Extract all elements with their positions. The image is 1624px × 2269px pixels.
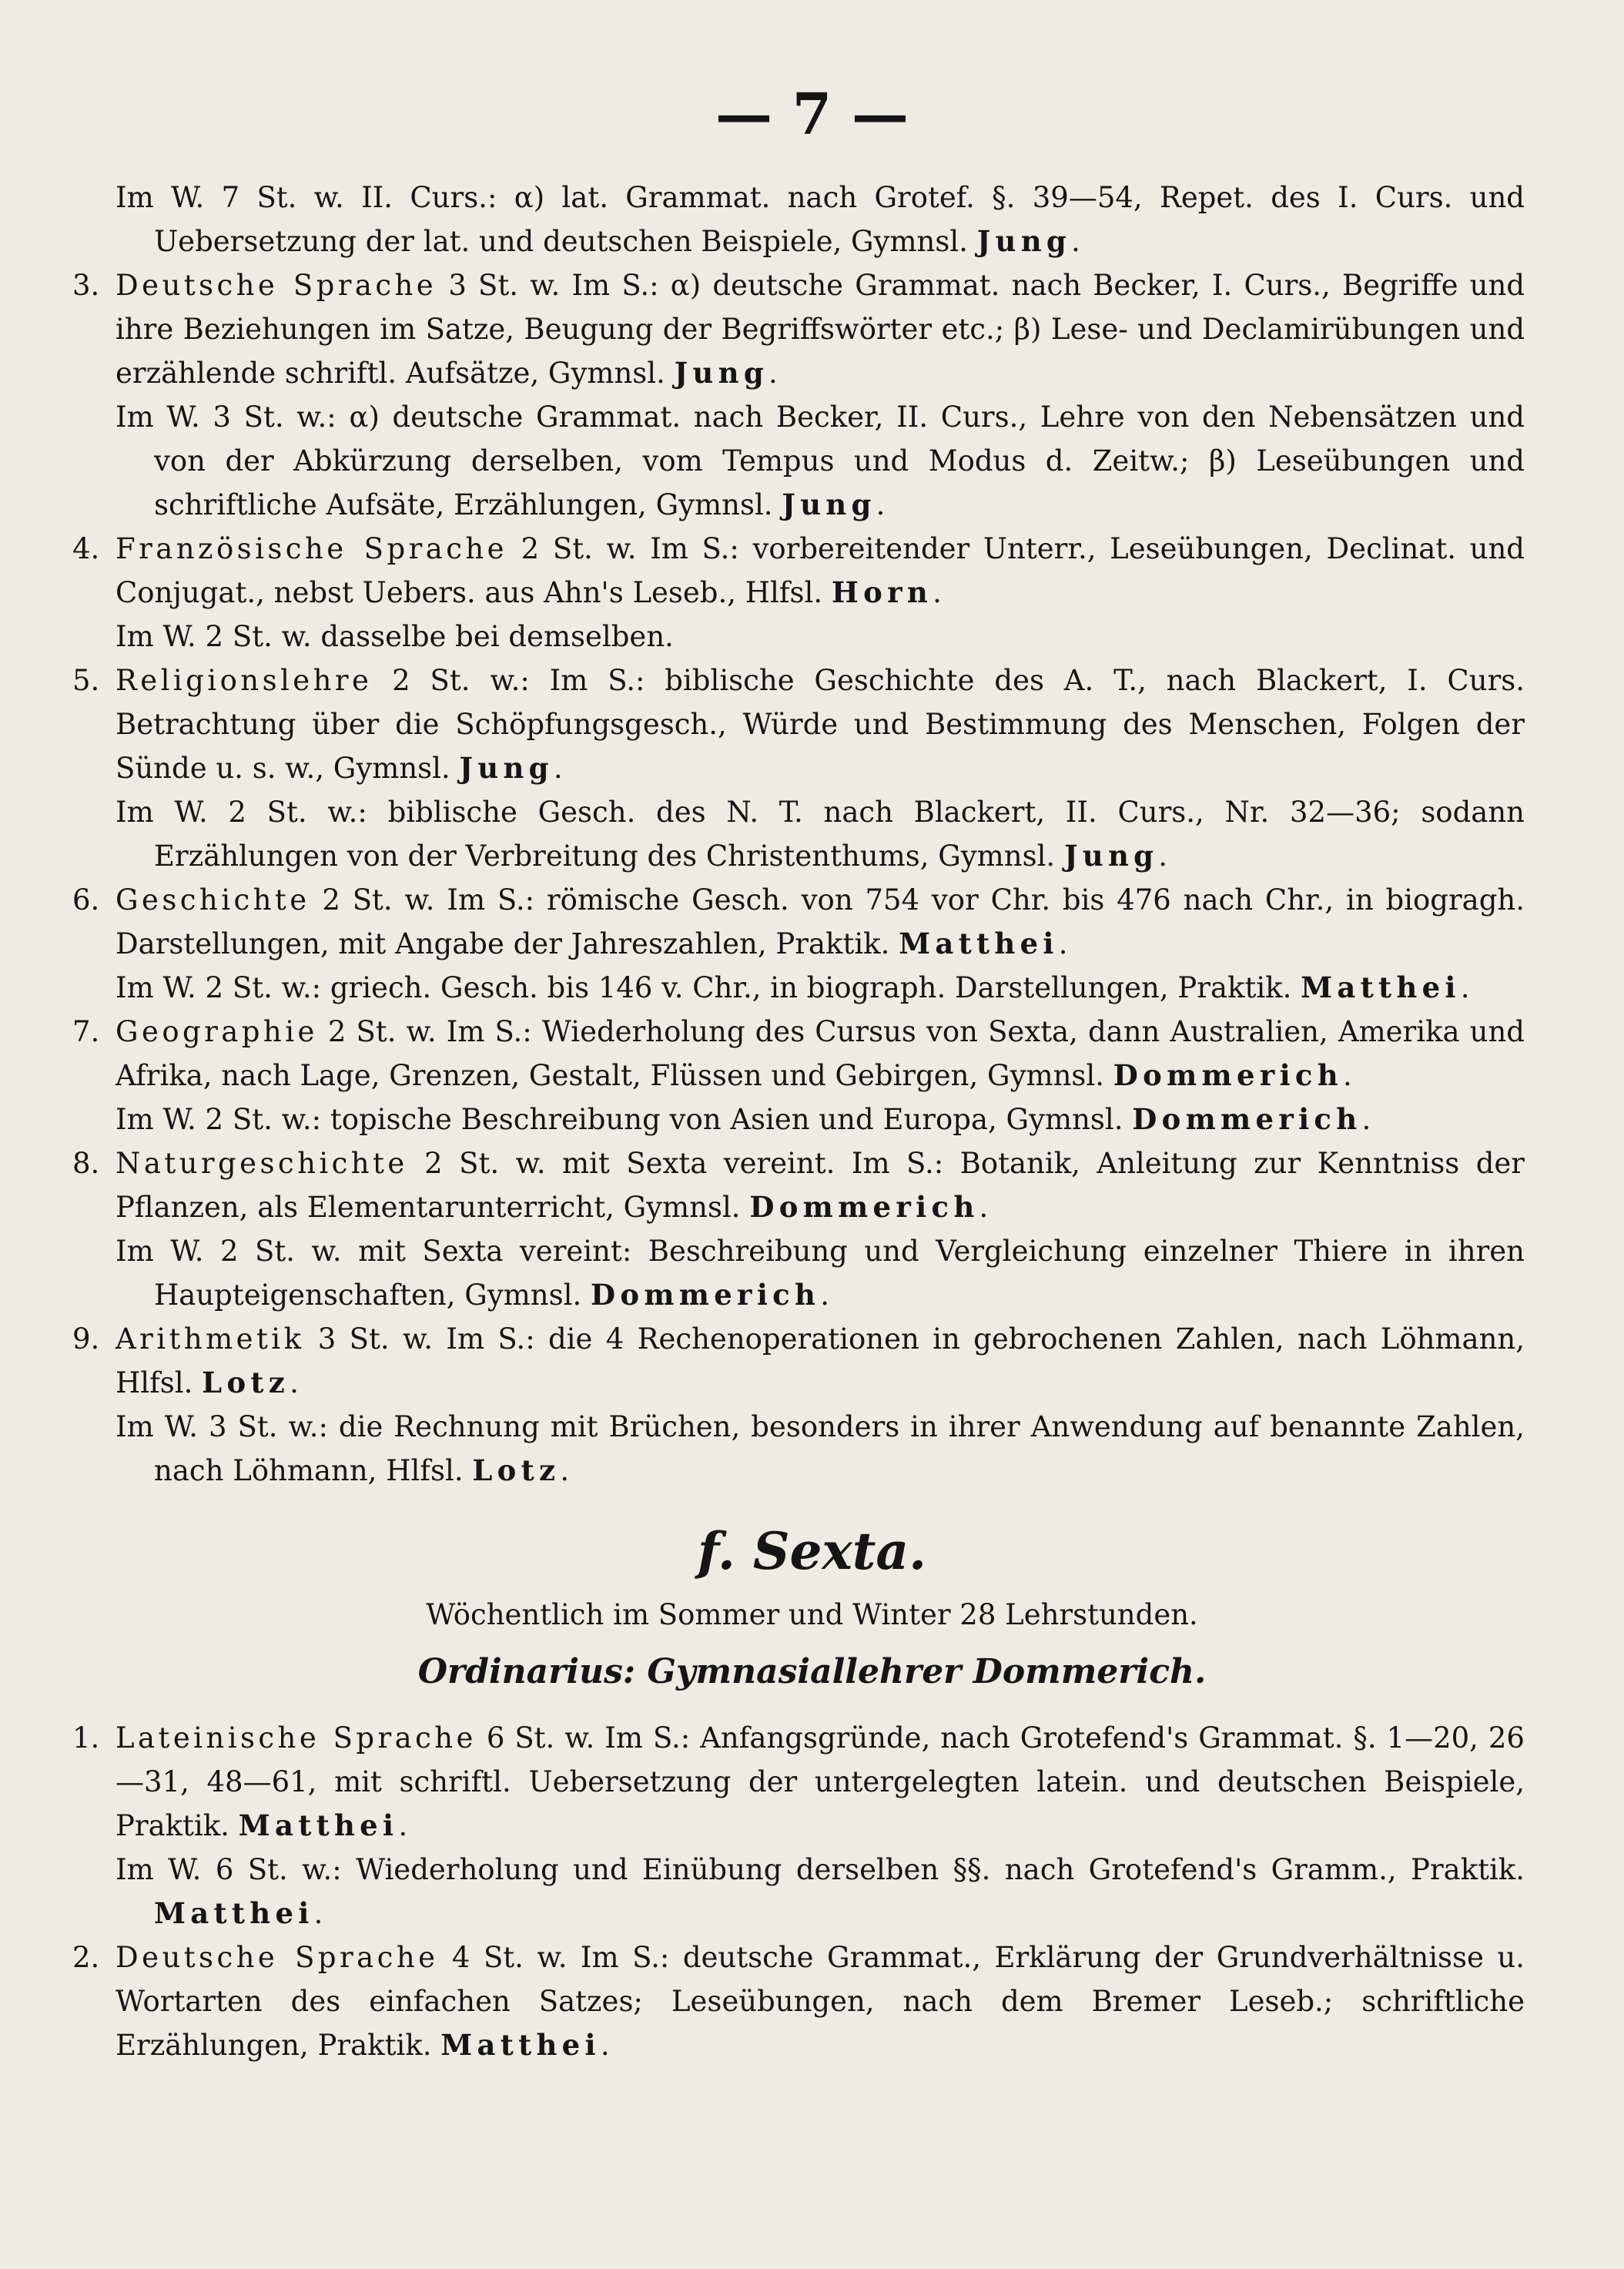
subject-name: Arithmetik — [116, 1322, 305, 1356]
teacher-name: Jung — [976, 224, 1072, 258]
teacher-name: Matthei — [899, 927, 1059, 960]
teacher-name: Dommerich — [1113, 1058, 1343, 1092]
paragraph: Im W. 2 St. w.: biblische Gesch. des N. T. nach Blackert, II. Curs., Nr. 32—36; sodann Erzählungen von der Verbreitung des Christenthums, Gymnsl. Jung. — [116, 796, 1525, 873]
teacher-name: Dommerich — [590, 1278, 821, 1312]
item-number: 1. — [72, 1721, 100, 1755]
teacher-name: Jung — [782, 488, 876, 521]
teacher-name: Matthei — [1301, 970, 1461, 1004]
section-heading: f. Sexta. — [697, 1521, 927, 1581]
subject-name: Lateinische Sprache — [116, 1721, 477, 1755]
teacher-name: Matthei — [238, 1808, 399, 1842]
paragraph: Im W. 6 St. w.: Wiederholung und Einübung derselben §§. nach Grotefend's Gramm., Praktik. Matthei. — [116, 1853, 1525, 1930]
paragraph: Im W. 3 St. w.: die Rechnung mit Brüchen, besonders in ihrer Anwendung auf benannte Zahlen, nach Löhmann, Hlfsl. Lotz. — [116, 1410, 1525, 1487]
teacher-name: Dommerich — [1132, 1102, 1362, 1136]
paragraph: Im W. 2 St. w. dasselbe bei demselben. — [116, 620, 674, 653]
section-e — [72, 176, 1525, 1493]
subject-name: Französische Sprache — [116, 532, 507, 565]
subject-name: Naturgeschichte — [116, 1147, 408, 1180]
section-f — [72, 1716, 1525, 2067]
item-number: 7. — [72, 1015, 100, 1048]
list-item: 5. Religionslehre 2 St. w.: Im S.: biblische Geschichte des A. T., nach Blackert, I. Curs. Betrachtung über die Schöpfungsgesch., Würde und Bestimmung des Menschen, Folgen der Sünde u. s. w., Gymnsl. Jung. — [92, 659, 1525, 790]
subject-name: Religionslehre — [116, 664, 373, 697]
list-item: 9. Arithmetik 3 St. w. Im S.: die 4 Rechenoperationen in gebrochenen Zahlen, nach Löhmann, Hlfsl. Lotz. — [92, 1317, 1525, 1405]
teacher-name: Jung — [1063, 839, 1159, 873]
ordinarius-line: Ordinarius: Gymnasiallehrer Dommerich. — [417, 1652, 1207, 1691]
item-number: 3. — [72, 269, 100, 302]
paragraph: Im W. 2 St. w.: griech. Gesch. bis 146 v. Chr., in biograph. Darstellungen, Praktik. Matthei. — [116, 970, 1470, 1004]
teacher-name: Matthei — [440, 2028, 601, 2062]
teacher-name: Horn — [831, 575, 933, 609]
teacher-name: Dommerich — [749, 1190, 979, 1224]
paragraph: Im W. 7 St. w. II. Curs.: α) lat. Grammat. nach Grotef. §. 39—54, Repet. des I. Curs. und Uebersetzung der lat. und deutschen Beispiele, Gymnsl. Jung. — [116, 181, 1525, 258]
paragraph: Im W. 2 St. w.: topische Beschreibung von Asien und Europa, Gymnsl. Dommerich. — [116, 1102, 1371, 1136]
paragraph: Im W. 2 St. w. mit Sexta vereint: Beschreibung und Vergleichung einzelner Thiere in ihren Haupteigenschaften, Gymnsl. Dommerich. — [116, 1235, 1525, 1312]
teacher-name: Jung — [459, 751, 554, 785]
list-item: 6. Geschichte 2 St. w. Im S.: römische Gesch. von 754 vor Chr. bis 476 nach Chr., in biogragh. Darstellungen, mit Angabe der Jahreszahlen, Praktik. Matthei. — [92, 878, 1525, 966]
item-number: 6. — [72, 883, 100, 917]
list-item: 1. Lateinische Sprache 6 St. w. Im S.: Anfangsgründe, nach Grotefend's Grammat. §. 1—20, 26—31, 48—61, mit schriftl. Uebersetzung der untergelegten latein. und deutschen Beispiele, Praktik. Matthei. — [92, 1716, 1525, 1848]
list-item: 3. Deutsche Sprache 3 St. w. Im S.: α) deutsche Grammat. nach Becker, I. Curs., Begriffe und ihre Beziehungen im Satze, Beugung der Begriffswörter etc.; β) Lese- und Declamirübungen und erzählende schriftl. Aufsätze, Gymnsl. Jung. — [92, 263, 1525, 395]
item-number: 5. — [72, 664, 100, 697]
subject-name: Geschichte — [116, 883, 310, 917]
list-item: 8. Naturgeschichte 2 St. w. mit Sexta vereint. Im S.: Botanik, Anleitung zur Kenntniss der Pflanzen, als Elementarunterricht, Gymnsl. Dommerich. — [92, 1141, 1525, 1229]
item-number: 2. — [72, 1941, 100, 1974]
teacher-name: Lotz — [472, 1453, 561, 1487]
subject-name: Deutsche Sprache — [116, 1941, 439, 1974]
paragraph: Im W. 3 St. w.: α) deutsche Grammat. nach Becker, II. Curs., Lehre von den Nebensätzen und von der Abkürzung derselben, vom Tempus und Modus d. Zeitw.; β) Leseübungen und schriftliche Aufsäte, Erzählungen, Gymnsl. Jung. — [116, 401, 1525, 521]
teacher-name: Jung — [674, 356, 768, 390]
item-number: 8. — [72, 1147, 100, 1180]
list-item: 4. Französische Sprache 2 St. w. Im S.: vorbereitender Unterr., Leseübungen, Declinat. und Conjugat., nebst Uebers. aus Ahn's Leseb., Hlfsl. Horn. — [92, 527, 1525, 615]
subject-name: Geographie — [116, 1015, 318, 1048]
list-item: 2. Deutsche Sprache 4 St. w. Im S.: deutsche Grammat., Erklärung der Grundverhältnisse u. Wortarten des einfachen Satzes; Leseübungen, nach dem Bremer Leseb.; schriftliche Erzählungen, Praktik. Matthei. — [92, 1936, 1525, 2067]
list-item: 7. Geographie 2 St. w. Im S.: Wiederholung des Cursus von Sexta, dann Australien, Amerika und Afrika, nach Lage, Grenzen, Gestalt, Flüssen und Gebirgen, Gymnsl. Dommerich. — [92, 1010, 1525, 1098]
page-number: — 7 — — [715, 82, 909, 148]
subject-name: Deutsche Sprache — [116, 269, 437, 302]
item-number: 9. — [72, 1322, 100, 1356]
teacher-name: Matthei — [154, 1896, 314, 1930]
weekly-hours: Wöchentlich im Sommer und Winter 28 Lehrstunden. — [426, 1598, 1198, 1631]
teacher-name: Lotz — [202, 1366, 290, 1399]
item-number: 4. — [72, 532, 100, 565]
